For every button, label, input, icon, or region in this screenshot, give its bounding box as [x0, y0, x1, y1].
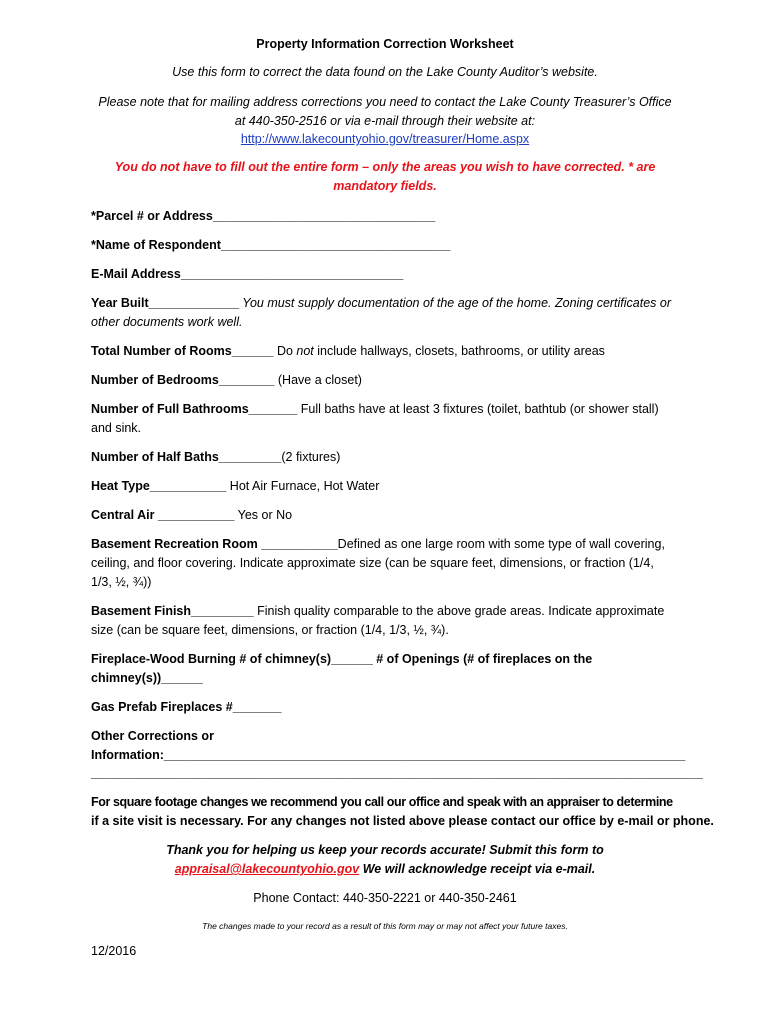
other-corrections-label: Other Corrections or [91, 729, 214, 743]
basement-rec-note: Defined as one large room with some type of wall covering, [337, 537, 665, 551]
warning-line1: You do not have to fill out the entire form – only the areas you wish to have corrected. * are [114, 160, 656, 174]
respondent-field[interactable]: *Name of Respondent_________________________________ [91, 238, 451, 252]
other-corrections-blank-line[interactable]: ________________________________________________________________________________________ [91, 766, 703, 780]
other-corrections-row [91, 748, 685, 762]
basement-rec-note-cont2: 1/3, ½, ¾)) [91, 575, 152, 589]
basement-finish-blank[interactable]: _________ [191, 604, 254, 618]
heat-type-blank[interactable]: ___________ [149, 479, 227, 493]
fireplace-field-cont[interactable]: chimney(s))______ [91, 671, 203, 685]
year-built-note: You must supply documentation of the age of the home. Zoning certificates or [239, 296, 672, 310]
half-baths-note: (2 fixtures) [281, 450, 341, 464]
half-baths-label: Number of Half Baths [91, 450, 219, 464]
full-baths-blank[interactable]: _______ [248, 402, 298, 416]
year-built-note-cont: other documents work well. [91, 315, 243, 329]
total-rooms-blank[interactable]: ______ [231, 344, 274, 358]
form-date: 12/2016 [91, 944, 137, 958]
bedrooms-row [91, 373, 362, 387]
appraisal-email-link[interactable]: appraisal@lakecountyohio.gov [174, 862, 360, 876]
total-rooms-label: Total Number of Rooms [91, 344, 232, 358]
total-rooms-note-em: not [296, 344, 314, 358]
total-rooms-note-post: include hallways, closets, bathrooms, or utility areas [313, 344, 605, 358]
bedrooms-note: (Have a closet) [274, 373, 362, 387]
bedrooms-label: Number of Bedrooms [91, 373, 219, 387]
central-air-row [91, 508, 292, 522]
tax-disclaimer: The changes made to your record as a result of this form may or may not affect your future taxes. [202, 921, 568, 931]
central-air-label: Central Air [91, 508, 158, 522]
sqft-note-line2: if a site visit is necessary. For any changes not listed above please contact our office by e-mail or phone. [91, 814, 714, 828]
other-corrections-blank[interactable]: ___________________________________________________________________________ [163, 748, 686, 762]
basement-rec-row [91, 537, 665, 551]
year-built-label: Year Built [91, 296, 149, 310]
basement-finish-note-cont: size (can be square feet, dimensions, or fraction (1/4, 1/3, ½, ¾). [91, 623, 449, 637]
thanks-line1: Thank you for helping us keep your records accurate! Submit this form to [166, 843, 604, 857]
full-baths-label: Number of Full Bathrooms [91, 402, 249, 416]
gas-prefab-field[interactable]: Gas Prefab Fireplaces #_______ [91, 700, 282, 714]
other-corrections-info-label: Information: [91, 748, 164, 762]
year-built-row [91, 296, 671, 310]
parcel-field[interactable]: *Parcel # or Address________________________________ [91, 209, 436, 223]
full-baths-note: Full baths have at least 3 fixtures (toilet, bathtub (or shower stall) [297, 402, 659, 416]
basement-finish-note: Finish quality comparable to the above grade areas. Indicate approximate [253, 604, 665, 618]
central-air-blank[interactable]: ___________ [157, 508, 235, 522]
basement-rec-blank[interactable]: ___________ [261, 537, 338, 551]
heat-type-label: Heat Type [91, 479, 150, 493]
treasurer-note-line2: at 440-350-2516 or via e-mail through their website at: [234, 114, 536, 128]
basement-finish-row [91, 604, 664, 618]
warning-line2: mandatory fields. [333, 179, 437, 193]
total-rooms-note-pre: Do [273, 344, 297, 358]
sqft-note-line1: For square footage changes we recommend you call our office and speak with an appraiser to determine [91, 795, 673, 809]
total-rooms-row [91, 344, 605, 358]
full-baths-note-cont: and sink. [91, 421, 142, 435]
half-baths-row [91, 450, 340, 464]
half-baths-blank[interactable]: _________ [218, 450, 282, 464]
treasurer-link[interactable]: http://www.lakecountyohio.gov/treasurer/Home.aspx [240, 132, 530, 146]
phone-contact: Phone Contact: 440-350-2221 or 440-350-2461 [253, 891, 517, 905]
page-title: Property Information Correction Worksheet [256, 37, 514, 51]
email-field[interactable]: E-Mail Address________________________________ [91, 267, 404, 281]
heat-type-row [91, 479, 379, 493]
basement-rec-label: Basement Recreation Room [91, 537, 262, 551]
acknowledge-text: We will acknowledge receipt via e-mail. [359, 862, 596, 876]
treasurer-link-row [0, 132, 770, 146]
treasurer-note-line1: Please note that for mailing address corrections you need to contact the Lake County Treasurer’s Office [98, 95, 672, 109]
heat-type-note: Hot Air Furnace, Hot Water [226, 479, 380, 493]
basement-rec-note-cont1: ceiling, and floor covering. Indicate approximate size (can be square feet, dimensions, or fraction (1/4, [91, 556, 654, 570]
thanks-line2 [0, 862, 770, 876]
year-built-blank[interactable]: _____________ [148, 296, 240, 310]
intro-text: Use this form to correct the data found on the Lake County Auditor’s website. [172, 65, 598, 79]
bedrooms-blank[interactable]: ________ [218, 373, 275, 387]
basement-finish-label: Basement Finish [91, 604, 192, 618]
fireplace-field[interactable]: Fireplace-Wood Burning # of chimney(s)______ # of Openings (# of fireplaces on the [91, 652, 593, 666]
central-air-note: Yes or No [234, 508, 293, 522]
full-baths-row [91, 402, 659, 416]
